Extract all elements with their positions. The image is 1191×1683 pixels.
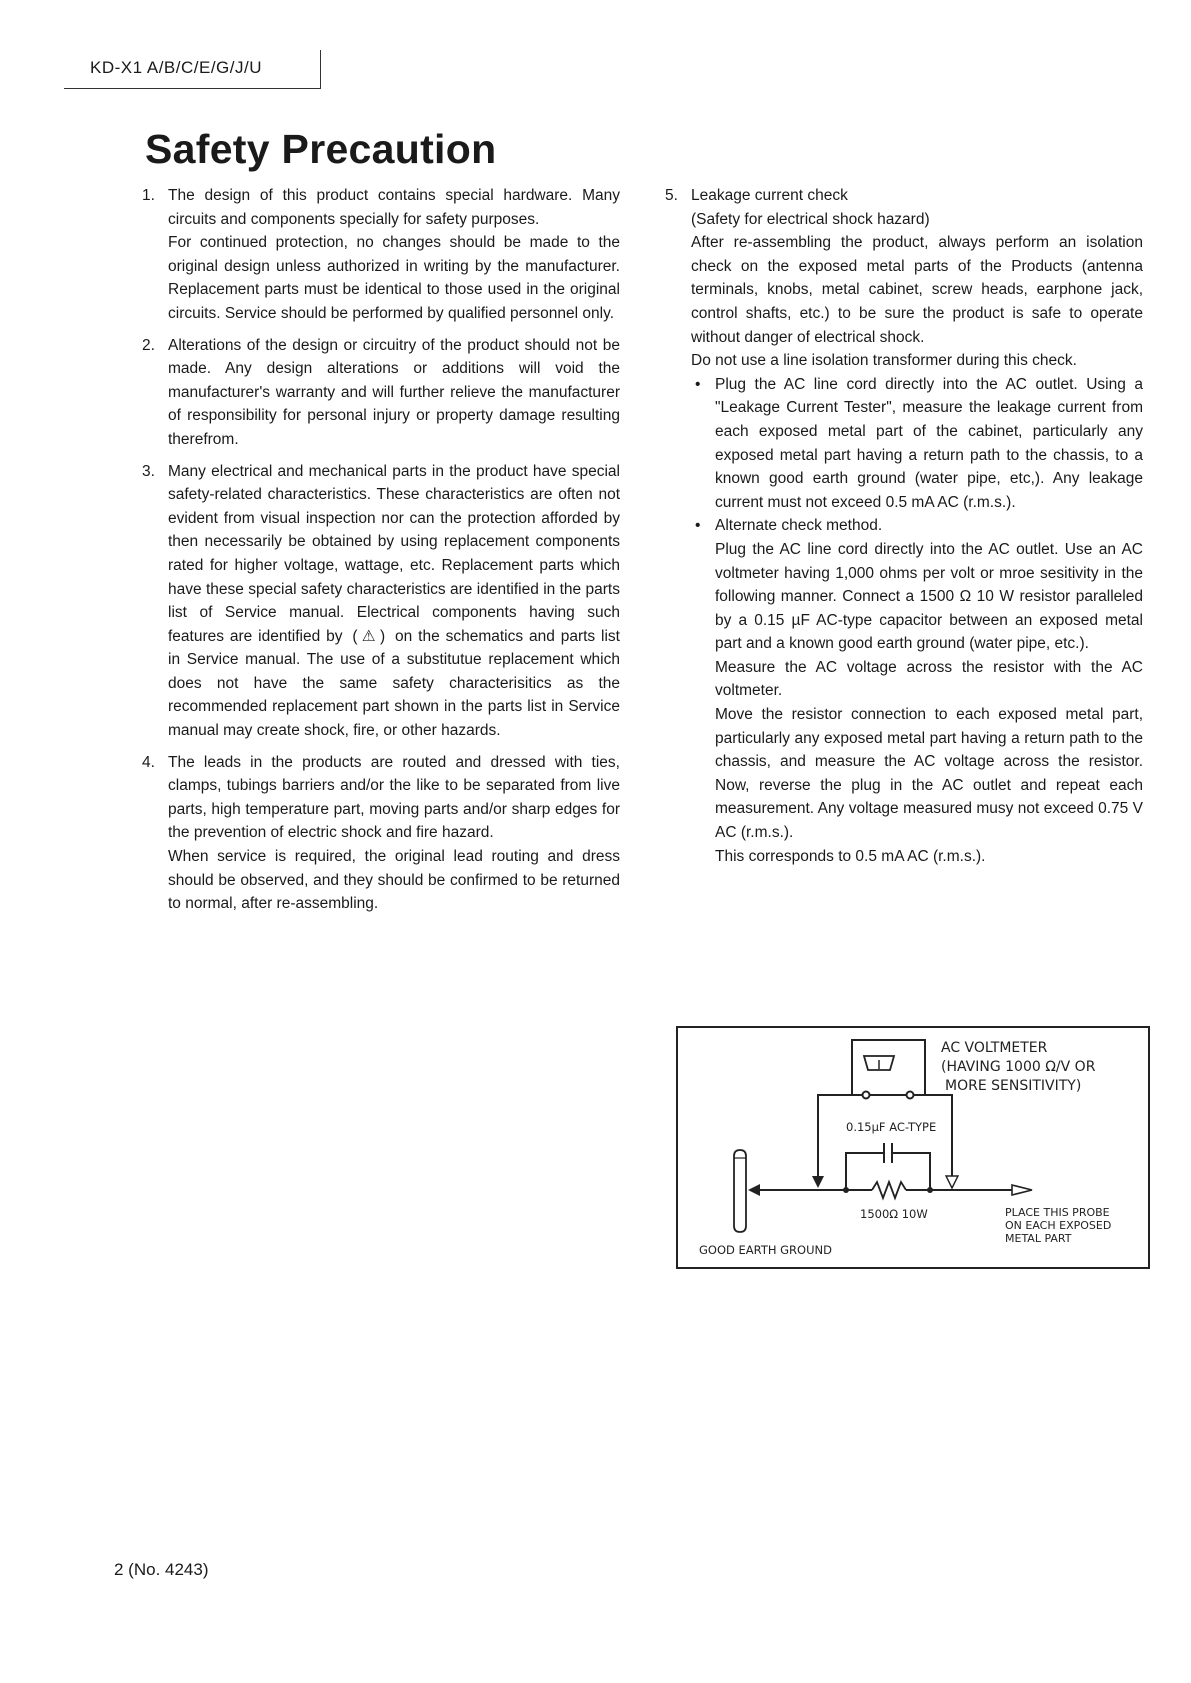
bullet-text: Measure the AC voltage across the resistor with the AC voltmeter.	[715, 658, 1143, 700]
item-text: Many electrical and mechanical parts in the product have special safety-related characteristics. These characteristics are often not evident from visual inspection nor can the protection afforded by then necessarily be obtained by using replacement components rated for higher voltage, wattage, etc. Replacement parts which have these special safety characteristics are identified in the parts list of Service manual. Electrical components having such features are identified by	[168, 462, 620, 645]
page-number: 2 (No. 4243)	[114, 1560, 209, 1579]
header-rule	[64, 88, 320, 89]
probe-label: METAL PART	[1005, 1232, 1072, 1245]
precaution-item-5	[665, 184, 1143, 868]
item-number: 1.	[142, 187, 155, 204]
voltmeter-box	[852, 1040, 925, 1095]
voltmeter-label: AC VOLTMETER	[941, 1040, 1048, 1056]
item-paragraph: The design of this product contains special hardware. Many circuits and components specially for safety purposes.	[168, 187, 620, 228]
probe-label: ON EACH EXPOSED	[1005, 1219, 1112, 1232]
model-header: KD-X1 A/B/C/E/G/J/U	[90, 58, 262, 77]
bullet-text: This corresponds to 0.5 mA AC (r.m.s.).	[715, 847, 986, 865]
resistor-symbol	[872, 1182, 906, 1198]
ground-rod-icon	[734, 1150, 746, 1232]
leakage-test-diagram	[676, 1026, 1150, 1269]
page-title: Safety Precaution	[145, 126, 497, 172]
item-note: Do not use a line isolation transformer during this check.	[691, 352, 1077, 370]
voltmeter-label: (HAVING 1000 Ω/V OR	[941, 1059, 1096, 1075]
voltmeter-terminal	[863, 1092, 870, 1099]
item-text: on the schematics and parts list in Service manual. The use of a substitutue replacement which does not have the same safety characterisitics as the recommended replacement part shown in the parts list in Service manual may create shock, fire, or other hazards.	[168, 627, 620, 740]
circuit-diagram	[678, 1028, 1152, 1271]
item-paragraph	[168, 460, 620, 743]
bullet-text: Plug the AC line cord directly into the AC outlet. Using a "Leakage Current Tester", measure the leakage current from each exposed metal part of the cabinet, particularly any exposed metal part having a return path to the chassis, to a known good earth ground (water pipe, etc,). Any leakage current must not exceed 0.5 mA AC (r.m.s.).	[715, 375, 1143, 511]
item-paragraph: When service is required, the original lead routing and dress should be observed, and they should be confirmed to be returned to normal, after re-assembling.	[168, 848, 620, 913]
probe-label: PLACE THIS PROBE	[1005, 1206, 1110, 1219]
precaution-item-3	[142, 460, 620, 743]
precaution-item-4	[142, 751, 620, 916]
bullet-icon: •	[695, 517, 701, 535]
item-paragraph: Alterations of the design or circuitry of the product should not be made. Any design alterations or additions will void the manufacturer's warranty and will further relieve the manufacturer of responsibility for personal injury or property damage resulting therefrom.	[168, 336, 620, 448]
right-column	[665, 184, 1143, 876]
header-rule-vertical	[320, 50, 321, 89]
capacitor-label: 0.15µF AC-TYPE	[846, 1120, 937, 1134]
warning-triangle-icon: ( ⚠ )	[352, 627, 386, 645]
precaution-item-2	[142, 334, 620, 452]
left-column	[142, 184, 620, 924]
bullet-text: Plug the AC line cord directly into the AC outlet. Use an AC voltmeter having 1,000 ohms per volt or mroe sesitivity in the following manner. Connect a 1500 Ω 10 W resistor paralleled by a 0.15 µF AC-type capacitor between an exposed metal part and a known good earth ground (water pipe, etc.).	[715, 540, 1143, 653]
item-subtitle: (Safety for electrical shock hazard)	[691, 210, 930, 228]
item-number: 3.	[142, 462, 155, 480]
item-title: Leakage current check	[691, 187, 848, 204]
voltmeter-lead-arrow	[812, 1176, 824, 1188]
precaution-item-1	[142, 184, 620, 326]
bullet-icon: •	[695, 375, 701, 393]
bullet-title: Alternate check method.	[715, 517, 883, 535]
ground-arrow	[748, 1184, 760, 1196]
item-paragraph: The leads in the products are routed and dressed with ties, clamps, tubings barriers and/or the like to be separated from live parts, high temperature part, moving parts and/or sharp edges for the prevention of electric shock and fire hazard.	[168, 753, 620, 842]
item-number: 2.	[142, 336, 155, 354]
item-number: 4.	[142, 753, 155, 771]
item-number: 5.	[665, 187, 678, 204]
bullet-text: Move the resistor connection to each exposed metal part, particularly any exposed metal part having a return path to the chassis, and measure the AC voltage across the resistor. Now, reverse the plug in the AC outlet and repeat each measurement. Any voltage measured musy not exceed 0.75 V AC (r.m.s.).	[715, 706, 1143, 842]
item-paragraph: After re-assembling the product, always perform an isolation check on the exposed metal parts of the Products (antenna terminals, knobs, metal cabinet, screw heads, earphone jack, control shafts, etc.) to be sure the product is safe to operate without danger of electrical shock.	[691, 234, 1143, 346]
item-paragraph: For continued protection, no changes should be made to the original design unless authorized in writing by the manufacturer. Replacement parts must be identical to those used in the original circuits. Service should be performed by qualified personnel only.	[168, 234, 620, 322]
probe-icon	[1012, 1185, 1032, 1195]
voltmeter-label: MORE SENSITIVITY)	[945, 1078, 1082, 1094]
resistor-label: 1500Ω 10W	[860, 1207, 928, 1221]
bullet-item	[691, 514, 1143, 868]
ground-label: GOOD EARTH GROUND	[699, 1243, 832, 1257]
bullet-item	[691, 373, 1143, 515]
voltmeter-terminal	[907, 1092, 914, 1099]
